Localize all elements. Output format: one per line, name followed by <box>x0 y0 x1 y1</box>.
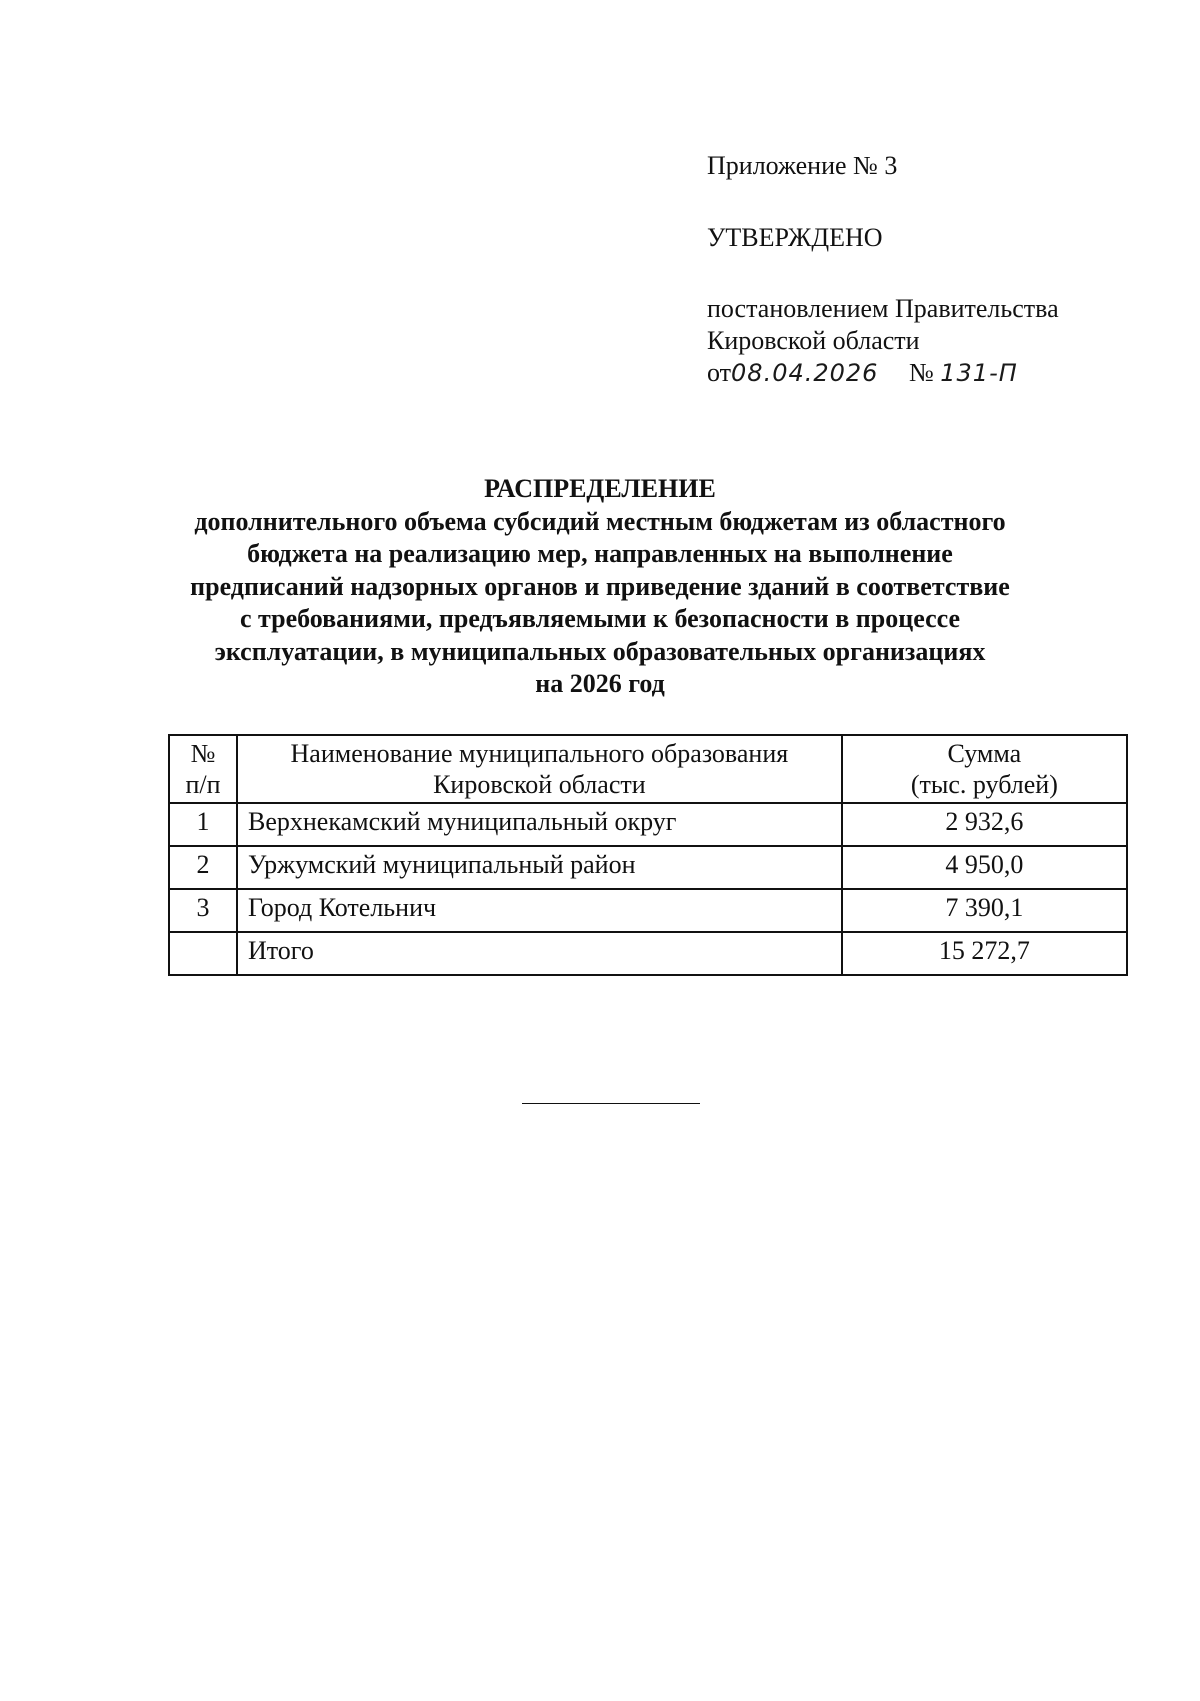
row-sum: 15 272,7 <box>842 932 1127 975</box>
row-name: Итого <box>237 932 842 975</box>
title-heading: РАСПРЕДЕЛЕНИЕ <box>484 474 716 503</box>
row-name: Город Котельнич <box>237 889 842 932</box>
row-num: 3 <box>169 889 237 932</box>
end-separator-line <box>522 1103 700 1104</box>
table-row <box>169 846 1127 889</box>
row-num <box>169 932 237 975</box>
appendix-label: Приложение № 3 <box>707 151 898 180</box>
decree-date-row <box>707 357 1018 389</box>
header-sum <box>842 735 1127 803</box>
header-name-line: Наименование муниципального образования <box>290 739 789 768</box>
row-sum: 7 390,1 <box>842 889 1127 932</box>
row-name: Верхнекамский муниципальный округ <box>237 803 842 846</box>
distribution-table <box>168 734 1128 976</box>
title-line: на 2026 год <box>535 669 665 698</box>
row-sum: 2 932,6 <box>842 803 1127 846</box>
organization-label: Кировской области <box>707 326 920 355</box>
header-num <box>169 735 237 803</box>
row-num: 2 <box>169 846 237 889</box>
table-header-row <box>169 735 1127 803</box>
row-num: 1 <box>169 803 237 846</box>
decree-number: 131-П <box>940 359 1018 387</box>
decree-number-label: № <box>908 358 934 387</box>
document-title <box>140 473 1060 701</box>
title-line: с требованиями, предъявляемыми к безопасности в процессе <box>239 604 961 633</box>
header-sum-line: Сумма <box>947 739 1022 768</box>
title-line: дополнительного объема субсидий местным бюджетам из областного <box>194 506 1006 536</box>
header-name-line: Кировской области <box>433 770 646 799</box>
header-num-line: № <box>190 739 216 768</box>
row-sum: 4 950,0 <box>842 846 1127 889</box>
header-name <box>237 735 842 803</box>
table-row <box>169 803 1127 846</box>
decree-label: постановлением Правительства <box>707 294 1059 323</box>
total-row <box>169 932 1127 975</box>
date-prefix: от <box>707 358 732 387</box>
title-line: эксплуатации, в муниципальных образовательных организациях <box>214 636 986 666</box>
title-line: предписаний надзорных органов и приведение зданий в соответствие <box>190 571 1010 601</box>
table-row <box>169 889 1127 932</box>
title-line: бюджета на реализацию мер, направленных на выполнение <box>247 539 953 568</box>
header-num-line: п/п <box>185 770 221 799</box>
row-name: Уржумский муниципальный район <box>237 846 842 889</box>
header-sum-line: (тыс. рублей) <box>910 770 1058 799</box>
decree-date: 08.04.2026 <box>731 359 879 387</box>
approved-label: УТВЕРЖДЕНО <box>707 223 883 252</box>
